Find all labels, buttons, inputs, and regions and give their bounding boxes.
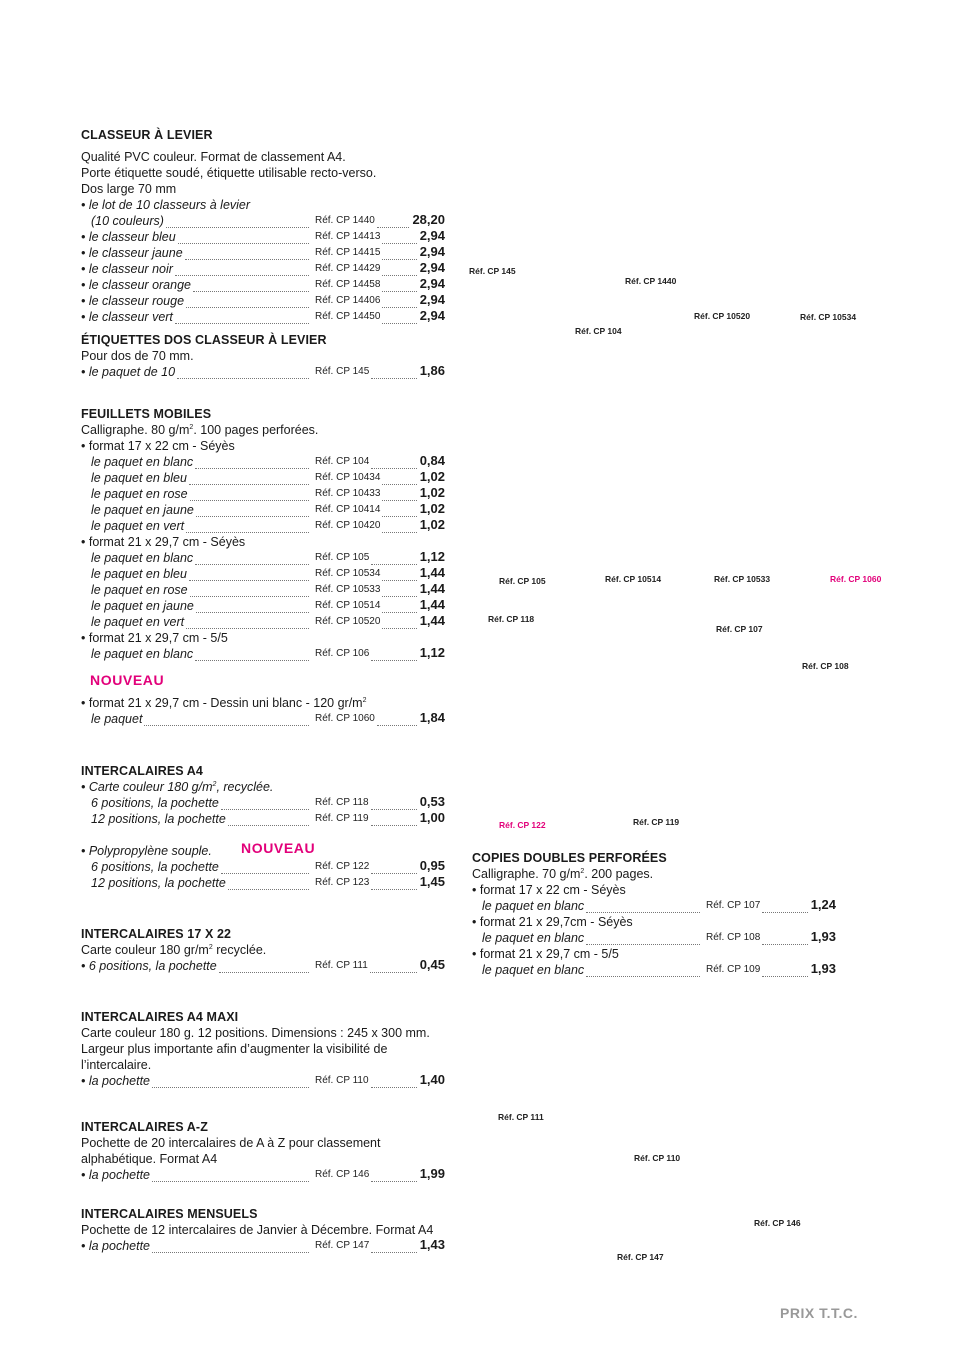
leader-dots — [382, 507, 416, 517]
leader-dots — [221, 863, 309, 874]
price-list — [81, 958, 445, 974]
item-price: 0,45 — [419, 957, 445, 972]
price-row — [81, 470, 445, 486]
item-price: 1,99 — [419, 1166, 445, 1181]
item-label: • le paquet de 10 — [81, 365, 176, 379]
item-price: 1,84 — [419, 710, 445, 725]
price-row — [81, 1167, 445, 1183]
item-price: 1,93 — [810, 929, 836, 944]
section-title: INTERCALAIRES MENSUELS — [81, 1207, 258, 1221]
section-etiquettes — [81, 332, 445, 380]
item-price: 1,44 — [419, 581, 445, 596]
item-label: 12 positions, la pochette — [91, 812, 226, 826]
item-ref: Réf. CP 10534 — [315, 568, 381, 579]
item-ref: Réf. CP 119 — [315, 813, 369, 824]
leader-dots — [382, 314, 416, 324]
section-title: INTERCALAIRES A4 MAXI — [81, 1010, 239, 1024]
item-ref: Réf. CP 1440 — [315, 215, 375, 226]
photo-ref-label: Réf. CP 110 — [634, 1153, 681, 1163]
leader-dots — [152, 1171, 309, 1182]
price-row — [81, 229, 445, 245]
photo-ref-label: Réf. CP 111 — [498, 1112, 544, 1122]
leader-dots — [186, 297, 309, 308]
item-label: le paquet en rose — [91, 583, 188, 597]
item-price: 1,45 — [419, 874, 445, 889]
section-intercalaires-17 — [81, 926, 445, 974]
price-row — [81, 213, 445, 229]
item-ref: Réf. CP 104 — [315, 456, 370, 467]
item-ref: Réf. CP 14413 — [315, 231, 381, 242]
photo-ref-label: Réf. CP 1060 — [830, 574, 882, 584]
format-line: • format 21 x 29,7 cm - Dessin uni blanc - 120 $gr/m^2$ — [81, 696, 367, 710]
leader-dots — [371, 880, 416, 890]
leader-dots — [189, 570, 309, 581]
price-row — [81, 364, 445, 380]
photo-ref-label: Réf. CP 146 — [754, 1218, 801, 1228]
price-row — [81, 502, 445, 518]
leader-dots — [762, 935, 807, 945]
photo-ref-label: Réf. CP 10514 — [605, 574, 662, 584]
format-line: • format 21 x 29,7 cm - Séyès — [81, 535, 246, 549]
leader-dots — [185, 249, 309, 260]
leader-dots — [377, 716, 417, 726]
price-row — [81, 454, 445, 470]
leader-dots — [382, 266, 416, 276]
price-row — [81, 711, 445, 727]
item-price: 1,12 — [419, 645, 445, 660]
photo-ref-label: Réf. CP 118 — [488, 614, 535, 624]
item-ref: Réf. CP 10414 — [315, 504, 381, 515]
photo-ref-label: Réf. CP 10534 — [800, 312, 857, 322]
section-intercalaires-maxi — [81, 1009, 445, 1089]
item-label: le paquet en blanc — [91, 551, 194, 565]
item-ref: Réf. CP 145 — [315, 366, 370, 377]
leader-dots — [586, 966, 700, 977]
price-row — [81, 646, 445, 662]
photo-ref-label: Réf. CP 104 — [575, 326, 622, 336]
item-price: 1,02 — [419, 485, 445, 500]
item-ref: Réf. CP 105 — [315, 552, 370, 563]
item-label: • le classeur vert — [81, 310, 173, 324]
section-title: COPIES DOUBLES PERFORÉES — [472, 851, 667, 865]
leader-dots — [152, 1077, 309, 1088]
description-line: Calligraphe. 80 $g/m^2$. 100 pages perforées. — [81, 423, 319, 437]
section-intercalaires-az — [81, 1119, 445, 1183]
item-price: 1,93 — [810, 961, 836, 976]
item-price: 1,02 — [419, 517, 445, 532]
leader-dots — [382, 523, 416, 533]
description-line: Pour dos de 70 mm. — [81, 349, 194, 363]
leader-dots — [382, 619, 416, 629]
photo-ref-label: Réf. CP 10533 — [714, 574, 771, 584]
item-ref: Réf. CP 146 — [315, 1169, 370, 1180]
item-label: le paquet en blanc — [482, 899, 585, 913]
item-label: • le classeur jaune — [81, 246, 183, 260]
item-label: le paquet — [91, 712, 143, 726]
item-ref: Réf. CP 106 — [315, 648, 370, 659]
photo-ref-label: Réf. CP 107 — [716, 624, 763, 634]
price-list — [81, 1073, 445, 1089]
leader-dots — [195, 650, 309, 661]
item-label: • le classeur orange — [81, 278, 191, 292]
section-feuillets — [81, 406, 445, 662]
item-price: 2,94 — [419, 308, 445, 323]
price-row — [81, 566, 445, 582]
price-row — [81, 518, 445, 534]
leader-dots — [186, 522, 309, 533]
item-label: le paquet en rose — [91, 487, 188, 501]
photo-ref-label: Réf. CP 108 — [802, 661, 849, 671]
description-line: Carte couleur 180 $gr/m^2$ recyclée. — [81, 943, 267, 957]
description-line: Carte couleur 180 g. 12 positions. Dimensions : 245 x 300 mm. — [81, 1026, 430, 1040]
format-line: • format 21 x 29,7cm - Séyès — [472, 915, 633, 929]
price-list — [472, 930, 836, 946]
leader-dots — [144, 715, 309, 726]
item-label: • 6 positions, la pochette — [81, 959, 217, 973]
leader-dots — [371, 1172, 416, 1182]
leader-dots — [371, 369, 416, 379]
nouveau-badge: NOUVEAU — [90, 672, 165, 688]
item-label: • la pochette — [81, 1239, 151, 1253]
leader-dots — [762, 967, 807, 977]
format-line: • format 21 x 29,7 cm - 5/5 — [81, 631, 228, 645]
item-price: 1,00 — [419, 810, 445, 825]
item-label: 6 positions, la pochette — [91, 796, 219, 810]
leader-dots — [228, 815, 309, 826]
item-price: 1,12 — [419, 549, 445, 564]
item-price: 1,40 — [419, 1072, 445, 1087]
item-label: • le classeur rouge — [81, 294, 185, 308]
leader-dots — [195, 554, 309, 565]
item-price: 1,44 — [419, 613, 445, 628]
price-list — [472, 962, 836, 978]
leader-dots — [382, 571, 416, 581]
price-list — [472, 898, 836, 914]
leader-dots — [382, 298, 416, 308]
price-list — [81, 795, 445, 827]
price-row — [472, 930, 836, 946]
item-price: 1,44 — [419, 597, 445, 612]
price-row — [81, 550, 445, 566]
photo-ref-label: Réf. CP 105 — [499, 576, 546, 586]
description-line: l’intercalaire. — [81, 1058, 152, 1072]
item-price: 0,53 — [419, 794, 445, 809]
item-price: 0,95 — [419, 858, 445, 873]
section-feuillets-nouveau — [81, 695, 445, 727]
item-ref: Réf. CP 107 — [706, 900, 761, 911]
format-line: • format 17 x 22 cm - Séyès — [472, 883, 626, 897]
price-row — [81, 486, 445, 502]
item-line: • le lot de 10 classeurs à levier — [81, 198, 251, 212]
item-label: le paquet en blanc — [482, 963, 585, 977]
item-ref: Réf. CP 147 — [315, 1240, 370, 1251]
leader-dots — [371, 555, 416, 565]
leader-dots — [189, 474, 309, 485]
item-label: le paquet en jaune — [91, 503, 194, 517]
leader-dots — [382, 234, 416, 244]
item-label: • le classeur bleu — [81, 230, 176, 244]
description-line: • Polypropylène souple. — [81, 844, 212, 858]
leader-dots — [382, 475, 416, 485]
price-list — [81, 454, 445, 534]
item-ref: Réf. CP 122 — [315, 861, 370, 872]
leader-dots — [190, 586, 309, 597]
item-ref: Réf. CP 111 — [315, 960, 368, 971]
section-title: INTERCALAIRES 17 X 22 — [81, 927, 232, 941]
section-title: INTERCALAIRES A4 — [81, 764, 203, 778]
price-row — [81, 261, 445, 277]
leader-dots — [178, 233, 309, 244]
description-line: Largeur plus importante afin d’augmenter la visibilité de — [81, 1042, 388, 1056]
item-label: • la pochette — [81, 1168, 151, 1182]
price-row — [81, 795, 445, 811]
price-list — [81, 1238, 445, 1254]
leader-dots — [175, 313, 309, 324]
leader-dots — [371, 459, 416, 469]
leader-dots — [196, 506, 309, 517]
item-price: 0,84 — [419, 453, 445, 468]
price-row — [81, 582, 445, 598]
price-list — [81, 859, 445, 891]
leader-dots — [382, 282, 416, 292]
price-row — [472, 898, 836, 914]
item-ref: Réf. CP 14415 — [315, 247, 381, 258]
price-row — [81, 598, 445, 614]
photo-ref-label: Réf. CP 1440 — [625, 276, 677, 286]
item-ref: Réf. CP 10520 — [315, 616, 381, 627]
photo-ref-label: Réf. CP 147 — [617, 1252, 664, 1262]
price-row — [472, 962, 836, 978]
leader-dots — [382, 603, 416, 613]
item-ref: Réf. CP 10433 — [315, 488, 381, 499]
leader-dots — [193, 281, 309, 292]
section-classeur — [81, 127, 445, 325]
section-title: INTERCALAIRES A-Z — [81, 1120, 208, 1134]
description-line: Porte étiquette soudé, étiquette utilisable recto-verso. — [81, 166, 377, 180]
item-label: • le classeur noir — [81, 262, 173, 276]
leader-dots — [228, 879, 309, 890]
description-line: Qualité PVC couleur. Format de classement A4. — [81, 150, 346, 164]
item-price: 1,24 — [810, 897, 836, 912]
item-price: 2,94 — [419, 228, 445, 243]
leader-dots — [195, 458, 309, 469]
leader-dots — [166, 217, 309, 228]
leader-dots — [371, 1243, 416, 1253]
item-label: le paquet en jaune — [91, 599, 194, 613]
price-row — [81, 875, 445, 891]
photo-ref-label: Réf. CP 119 — [633, 817, 680, 827]
price-row — [81, 309, 445, 325]
format-line: • format 17 x 22 cm - Séyès — [81, 439, 235, 453]
leader-dots — [586, 902, 700, 913]
section-title: ÉTIQUETTES DOS CLASSEUR À LEVIER — [81, 333, 327, 347]
item-label: (10 couleurs) — [91, 214, 164, 228]
item-ref: Réf. CP 10533 — [315, 584, 381, 595]
item-price: 1,02 — [419, 469, 445, 484]
price-list — [81, 646, 445, 662]
description-line: • Carte couleur 180 $g/m^2$, recyclée. — [81, 780, 274, 794]
leader-dots — [382, 491, 416, 501]
leader-dots — [190, 490, 309, 501]
item-ref: Réf. CP 110 — [315, 1075, 369, 1086]
price-row — [81, 245, 445, 261]
leader-dots — [175, 265, 309, 276]
item-label: le paquet en bleu — [91, 567, 187, 581]
item-label: 6 positions, la pochette — [91, 860, 219, 874]
leader-dots — [382, 587, 416, 597]
price-row — [81, 958, 445, 974]
photo-ref-label: Réf. CP 145 — [469, 266, 516, 276]
leader-dots — [371, 816, 417, 826]
item-label: le paquet en vert — [91, 519, 185, 533]
item-price: 1,43 — [419, 1237, 445, 1252]
format-line: • format 21 x 29,7 cm - 5/5 — [472, 947, 619, 961]
leader-dots — [196, 602, 309, 613]
price-row — [81, 277, 445, 293]
item-label: le paquet en blanc — [91, 647, 194, 661]
leader-dots — [377, 218, 410, 228]
price-list — [81, 364, 445, 380]
leader-dots — [177, 368, 309, 379]
item-ref: Réf. CP 108 — [706, 932, 761, 943]
item-price: 2,94 — [419, 276, 445, 291]
item-label: le paquet en bleu — [91, 471, 187, 485]
item-ref: Réf. CP 10420 — [315, 520, 381, 531]
leader-dots — [370, 963, 417, 973]
item-ref: Réf. CP 14406 — [315, 295, 381, 306]
price-row — [81, 811, 445, 827]
leader-dots — [371, 800, 417, 810]
item-ref: Réf. CP 123 — [315, 877, 370, 888]
item-label: 12 positions, la pochette — [91, 876, 226, 890]
section-copies — [472, 850, 836, 978]
item-price: 2,94 — [419, 292, 445, 307]
price-list — [81, 550, 445, 630]
item-ref: Réf. CP 10514 — [315, 600, 381, 611]
leader-dots — [219, 962, 309, 973]
leader-dots — [762, 903, 807, 913]
price-list — [81, 213, 445, 325]
item-label: le paquet en vert — [91, 615, 185, 629]
description-line: Dos large 70 mm — [81, 182, 177, 196]
item-ref: Réf. CP 118 — [315, 797, 369, 808]
item-label: le paquet en blanc — [482, 931, 585, 945]
price-row — [81, 1073, 445, 1089]
description-line: Pochette de 20 intercalaires de A à Z pour classement — [81, 1136, 381, 1150]
item-price: 2,94 — [419, 260, 445, 275]
item-price: 1,86 — [419, 363, 445, 378]
item-label: le paquet en blanc — [91, 455, 194, 469]
leader-dots — [371, 864, 416, 874]
item-price: 1,44 — [419, 565, 445, 580]
section-title: FEUILLETS MOBILES — [81, 407, 212, 421]
item-price: 1,02 — [419, 501, 445, 516]
leader-dots — [371, 651, 416, 661]
nouveau-badge: NOUVEAU — [241, 840, 316, 856]
photo-ref-label: Réf. CP 10520 — [694, 311, 751, 321]
price-list — [81, 711, 445, 727]
price-list — [81, 1167, 445, 1183]
item-price: 2,94 — [419, 244, 445, 259]
leader-dots — [371, 1078, 417, 1088]
leader-dots — [186, 618, 309, 629]
section-intercalaires-a4 — [81, 763, 445, 827]
item-label: • la pochette — [81, 1074, 151, 1088]
leader-dots — [152, 1242, 309, 1253]
item-ref: Réf. CP 14429 — [315, 263, 381, 274]
item-ref: Réf. CP 1060 — [315, 713, 375, 724]
item-ref: Réf. CP 14450 — [315, 311, 381, 322]
description-line: Calligraphe. 70 $g/m^2$. 200 pages. — [472, 867, 654, 881]
leader-dots — [382, 250, 416, 260]
description-line: alphabétique. Format A4 — [81, 1152, 218, 1166]
photo-ref-label: Réf. CP 122 — [499, 820, 546, 830]
description-line: Pochette de 12 intercalaires de Janvier à Décembre. Format A4 — [81, 1223, 434, 1237]
section-intercalaires-mensuels — [81, 1206, 445, 1254]
section-title: CLASSEUR À LEVIER — [81, 128, 213, 142]
footer-prix-ttc: PRIX T.T.C. — [780, 1305, 858, 1321]
price-row — [81, 614, 445, 630]
item-price: 28,20 — [412, 212, 445, 227]
leader-dots — [221, 799, 309, 810]
price-row — [81, 1238, 445, 1254]
item-ref: Réf. CP 10434 — [315, 472, 381, 483]
leader-dots — [586, 934, 700, 945]
price-row — [81, 859, 445, 875]
price-row — [81, 293, 445, 309]
item-ref: Réf. CP 109 — [706, 964, 761, 975]
item-ref: Réf. CP 14458 — [315, 279, 381, 290]
